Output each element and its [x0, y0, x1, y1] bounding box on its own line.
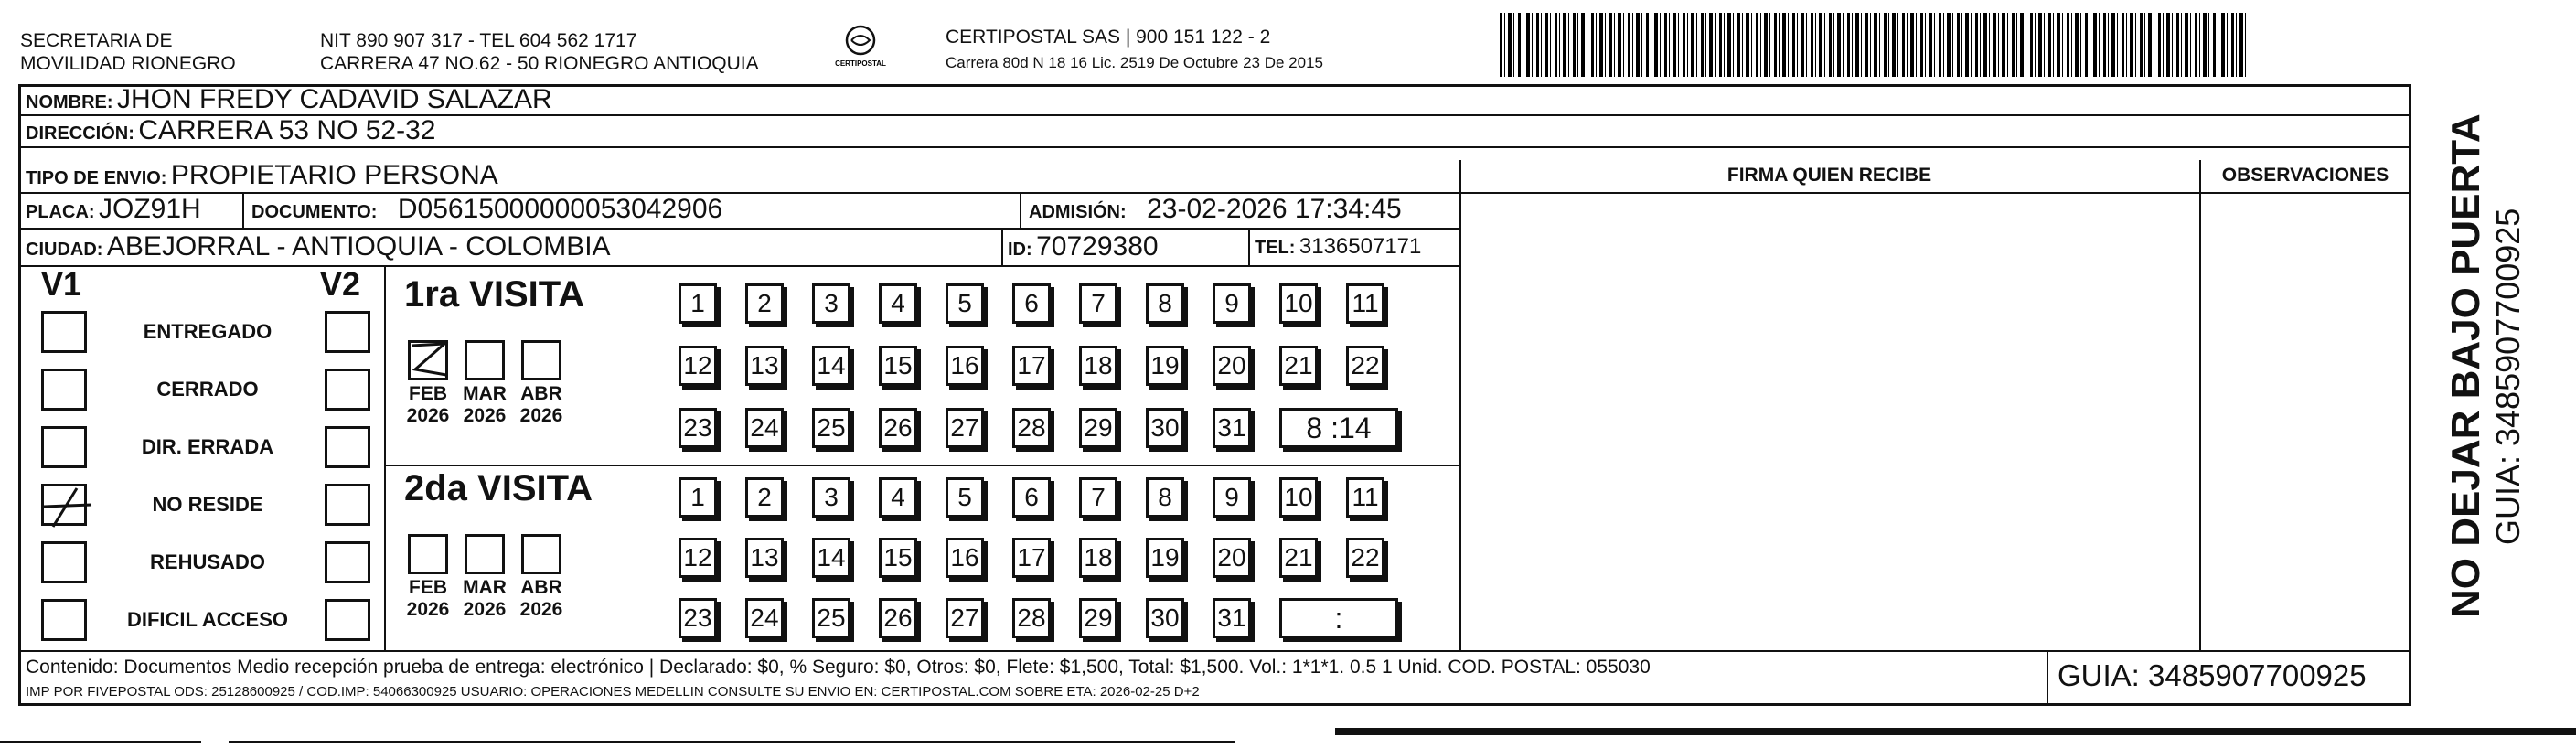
first-visit-day[interactable]: 14	[812, 346, 850, 386]
ciudad-value: ABEJORRAL - ANTIOQUIA - COLOMBIA	[106, 231, 611, 262]
placa-label: PLACA:	[26, 202, 95, 222]
second-visit-month-label: ABR	[520, 577, 562, 598]
second-visit-month-checkbox[interactable]	[521, 534, 561, 574]
rule-footer	[18, 650, 2411, 652]
second-visit-day[interactable]: 13	[745, 538, 784, 578]
rule-visit-split	[384, 465, 1459, 466]
id-value: 70729380	[1036, 231, 1159, 262]
second-visit-day[interactable]: 10	[1279, 477, 1318, 518]
first-visit-day[interactable]: 17	[1012, 346, 1051, 386]
second-visit-day[interactable]: 18	[1079, 538, 1117, 578]
barcode	[1500, 13, 2250, 77]
v1-checkbox[interactable]	[41, 599, 87, 641]
first-visit-day[interactable]: 3	[812, 283, 850, 324]
second-visit-month-checkbox[interactable]	[408, 534, 448, 574]
id-row	[1008, 230, 1159, 268]
direccion-row	[26, 114, 435, 152]
first-visit-day[interactable]: 18	[1079, 346, 1117, 386]
first-visit-day[interactable]: 25	[812, 408, 850, 448]
first-visit-day[interactable]: 13	[745, 346, 784, 386]
footer-imprint: IMP POR FIVEPOSTAL ODS: 25128600925 / COD.IMP: 54066300925 USUARIO: OPERACIONES MEDELLIN CONSULTE SU ENVIO EN: CERTIPOSTAL.COM SOBRE ETA: 2026-02-25 D+2	[26, 684, 1200, 700]
second-visit-day[interactable]: 25	[812, 598, 850, 638]
first-visit-month-checkbox[interactable]	[521, 340, 561, 380]
second-visit-day[interactable]: 23	[679, 598, 717, 638]
bottom-bar	[1335, 728, 2576, 735]
direccion-value: CARRERA 53 NO 52-32	[138, 115, 436, 145]
second-visit-day[interactable]: 5	[946, 477, 984, 518]
second-visit-day[interactable]: 21	[1279, 538, 1318, 578]
v1-checkbox[interactable]	[41, 369, 87, 411]
second-visit-day[interactable]: 26	[879, 598, 917, 638]
first-visit-day[interactable]: 8	[1146, 283, 1184, 324]
first-visit-day[interactable]: 20	[1213, 346, 1251, 386]
v2-checkbox[interactable]	[325, 541, 370, 583]
documento-row	[251, 193, 722, 230]
ciudad-row	[26, 230, 611, 268]
rule-id-tel	[1248, 228, 1250, 265]
first-visit-day[interactable]: 31	[1213, 408, 1251, 448]
second-visit-day[interactable]: 7	[1079, 477, 1117, 518]
first-visit-day[interactable]: 29	[1079, 408, 1117, 448]
tipo-envio-value: PROPIETARIO PERSONA	[170, 160, 498, 190]
second-visit-time[interactable]: :	[1279, 598, 1398, 638]
v1-checkbox[interactable]	[41, 426, 87, 468]
second-visit-month-label: MAR	[463, 577, 507, 598]
first-visit-month-checkbox[interactable]	[465, 340, 505, 380]
second-visit-day[interactable]: 16	[946, 538, 984, 578]
first-visit-day[interactable]: 7	[1079, 283, 1117, 324]
bottom-line-mid	[229, 741, 1235, 743]
second-visit-day[interactable]: 17	[1012, 538, 1051, 578]
first-visit-day[interactable]: 26	[879, 408, 917, 448]
certipostal-logo	[834, 22, 887, 77]
nombre-label: NOMBRE:	[26, 92, 113, 112]
first-visit-day[interactable]: 30	[1146, 408, 1184, 448]
rule-visits-left	[384, 265, 386, 650]
second-visit-day[interactable]: 8	[1146, 477, 1184, 518]
first-visit-day[interactable]: 21	[1279, 346, 1318, 386]
first-visit-day[interactable]: 5	[946, 283, 984, 324]
second-visit-day[interactable]: 20	[1213, 538, 1251, 578]
second-visit-month-year: 2026	[519, 599, 563, 620]
second-visit-day[interactable]: 24	[745, 598, 784, 638]
first-visit-day[interactable]: 9	[1213, 283, 1251, 324]
second-visit-day[interactable]: 15	[879, 538, 917, 578]
second-visit-day[interactable]: 22	[1346, 538, 1384, 578]
v2-checkbox[interactable]	[325, 426, 370, 468]
ciudad-label: CIUDAD:	[26, 240, 103, 260]
admision-row	[1029, 193, 1402, 230]
first-visit-month-label: FEB	[409, 383, 447, 404]
rule-placa-doc	[242, 192, 244, 228]
direccion-label: DIRECCIÓN:	[26, 123, 134, 144]
v2-checkbox[interactable]	[325, 369, 370, 411]
first-visit-day[interactable]: 2	[745, 283, 784, 324]
first-visit-day[interactable]: 1	[679, 283, 717, 324]
first-visit-day[interactable]: 16	[946, 346, 984, 386]
footer-guia: GUIA: 3485907700925	[2058, 658, 2367, 692]
first-visit-month-year: 2026	[519, 405, 563, 426]
rule-doc-adm	[1020, 192, 1021, 228]
first-visit-day[interactable]: 22	[1346, 346, 1384, 386]
first-visit-month-year: 2026	[463, 405, 507, 426]
svg-text:CERTIPOSTAL: CERTIPOSTAL	[835, 59, 886, 68]
second-visit-day[interactable]: 30	[1146, 598, 1184, 638]
admision-value: 23-02-2026 17:34:45	[1147, 194, 1402, 224]
first-visit-time[interactable]: 8 :14	[1279, 408, 1398, 448]
courier-name: CERTIPOSTAL SAS | 900 151 122 - 2	[946, 27, 1271, 48]
handwritten-feb-mark	[404, 335, 454, 384]
second-visit-day[interactable]: 2	[745, 477, 784, 518]
v2-checkbox[interactable]	[325, 484, 370, 526]
rule-footer-guia	[2047, 650, 2048, 706]
v1-checkbox[interactable]	[41, 311, 87, 353]
documento-value: D05615000000053042906	[397, 194, 723, 224]
reason-label: DIFICIL ACCESO	[126, 608, 288, 631]
tel-row	[1255, 230, 1421, 266]
second-visit-day[interactable]: 31	[1213, 598, 1251, 638]
v1-label: V1	[41, 265, 82, 303]
tipo-envio-label: TIPO DE ENVIO:	[26, 168, 167, 188]
first-visit-title: 1ra VISITA	[404, 274, 585, 315]
second-visit-month-checkbox[interactable]	[465, 534, 505, 574]
first-visit-day[interactable]: 6	[1012, 283, 1051, 324]
second-visit-day[interactable]: 12	[679, 538, 717, 578]
documento-label: DOCUMENTO:	[251, 202, 378, 222]
v2-checkbox[interactable]	[325, 599, 370, 641]
first-visit-day[interactable]: 19	[1146, 346, 1184, 386]
first-visit-day[interactable]: 10	[1279, 283, 1318, 324]
v2-label: V2	[320, 265, 361, 303]
second-visit-day[interactable]: 29	[1079, 598, 1117, 638]
v1-checkbox[interactable]	[41, 541, 87, 583]
first-visit-day[interactable]: 4	[879, 283, 917, 324]
rule-firma-left	[1459, 160, 1461, 650]
second-visit-day[interactable]: 9	[1213, 477, 1251, 518]
second-visit-day[interactable]: 1	[679, 477, 717, 518]
rule-firma-header	[1459, 192, 2411, 194]
second-visit-month-label: FEB	[409, 577, 447, 598]
second-visit-day[interactable]: 19	[1146, 538, 1184, 578]
first-visit-month-label: MAR	[463, 383, 507, 404]
side-warning: NO DEJAR BAJO PUERTA	[2443, 113, 2488, 618]
placa-value: JOZ91H	[99, 194, 201, 224]
id-label: ID:	[1008, 240, 1032, 260]
tel-value: 3136507171	[1299, 234, 1422, 259]
second-visit-day[interactable]: 6	[1012, 477, 1051, 518]
reason-label: DIR. ERRADA	[141, 435, 274, 458]
second-visit-day[interactable]: 3	[812, 477, 850, 518]
org-name: SECRETARIA DE MOVILIDAD RIONEGRO	[20, 30, 236, 74]
first-visit-day[interactable]: 24	[745, 408, 784, 448]
side-guia: GUIA: 3485907700925	[2489, 208, 2527, 545]
handwritten-check-mark	[37, 479, 101, 534]
second-visit-day[interactable]: 11	[1346, 477, 1384, 518]
firma-header: FIRMA QUIEN RECIBE	[1726, 165, 1932, 186]
reason-label: CERRADO	[156, 378, 259, 401]
second-visit-day[interactable]: 14	[812, 538, 850, 578]
first-visit-day[interactable]: 12	[679, 346, 717, 386]
v2-checkbox[interactable]	[325, 311, 370, 353]
first-visit-day[interactable]: 28	[1012, 408, 1051, 448]
placa-row	[26, 193, 201, 230]
nombre-value: JHON FREDY CADAVID SALAZAR	[117, 84, 552, 114]
reason-label: REHUSADO	[150, 550, 265, 573]
observaciones-header: OBSERVACIONES	[2221, 165, 2389, 186]
second-visit-month-year: 2026	[406, 599, 450, 620]
first-visit-day[interactable]: 11	[1346, 283, 1384, 324]
reason-label: ENTREGADO	[143, 320, 273, 343]
second-visit-title: 2da VISITA	[404, 468, 593, 508]
tipo-envio-row	[26, 159, 498, 197]
footer-contents: Contenido: Documentos Medio recepción prueba de entrega: electrónico | Declarado: $0, % Seguro: $0, Otros: $0, Flete: $1,500, Total: $1,500. Vol.: 1*1*1. 0.5 1 Unid. COD. POSTAL: 055030	[26, 657, 1651, 678]
second-visit-day[interactable]: 4	[879, 477, 917, 518]
first-visit-month-label: ABR	[520, 383, 562, 404]
first-visit-day[interactable]: 27	[946, 408, 984, 448]
reason-label: NO RESIDE	[152, 493, 263, 516]
first-visit-month-year: 2026	[406, 405, 450, 426]
first-visit-day[interactable]: 15	[879, 346, 917, 386]
tel-label: TEL:	[1255, 238, 1296, 258]
second-visit-day[interactable]: 27	[946, 598, 984, 638]
bottom-line-left	[0, 741, 201, 743]
second-visit-day[interactable]: 28	[1012, 598, 1051, 638]
courier-license: Carrera 80d N 18 16 Lic. 2519 De Octubre 23 De 2015	[946, 54, 1323, 71]
org-contact: NIT 890 907 317 - TEL 604 562 1717 CARRERA 47 NO.62 - 50 RIONEGRO ANTIOQUIA	[320, 30, 759, 74]
second-visit-month-year: 2026	[463, 599, 507, 620]
rule-ciudad-id	[1001, 228, 1003, 265]
admision-label: ADMISIÓN:	[1029, 202, 1127, 222]
rule-obs-left	[2199, 160, 2201, 650]
first-visit-day[interactable]: 23	[679, 408, 717, 448]
